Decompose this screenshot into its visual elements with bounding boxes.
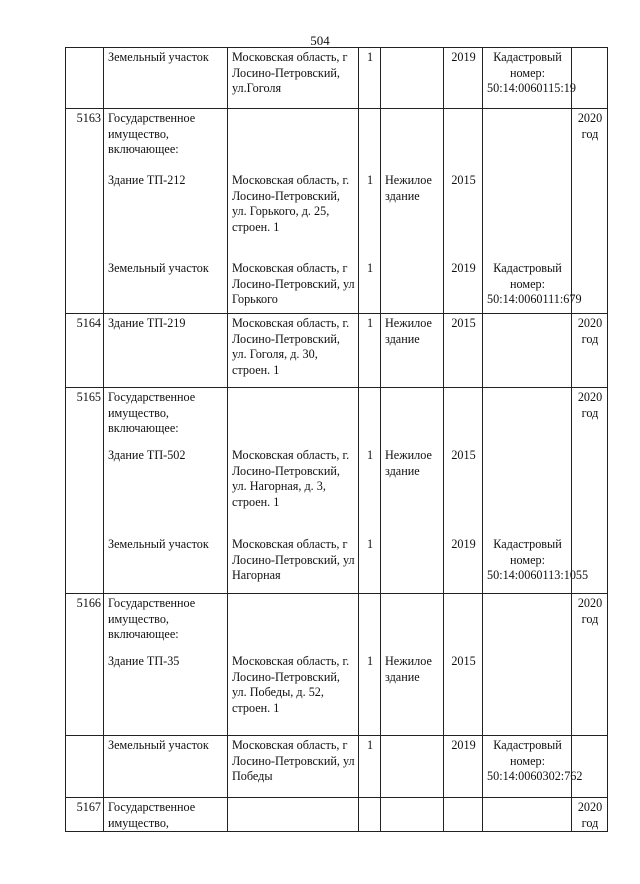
- purpose: [381, 798, 444, 832]
- row-number: 5165: [66, 388, 104, 594]
- cadastral-number: [483, 798, 572, 832]
- cadastral-number: Кадастровый номер: 50:14:0060115:19: [483, 48, 572, 109]
- year: 2019: [444, 736, 483, 798]
- item-address: Московская область, г. Лосино-Петровский, ул. Победы, д. 52, строен. 1: [232, 654, 350, 715]
- cadastral-number: [483, 314, 572, 388]
- row-number: 5163: [66, 109, 104, 314]
- item-name: Земельный участок: [108, 261, 209, 275]
- item-name: Здание ТП-502: [108, 448, 186, 462]
- property-name: Здание ТП-219: [104, 314, 228, 388]
- item-year: 2019: [451, 261, 476, 275]
- deadline: 2020 год: [572, 594, 608, 736]
- deadline: 2020 год: [572, 109, 608, 314]
- item-purpose: Нежилое здание: [385, 654, 432, 684]
- table-row: [66, 109, 608, 314]
- row-number: 5164: [66, 314, 104, 388]
- item-quantity: 1: [366, 654, 374, 668]
- table-row: [66, 594, 608, 736]
- property-address: [228, 798, 359, 832]
- item-quantity: 1: [366, 261, 374, 275]
- deadline: 2020 год: [572, 388, 608, 594]
- item-address: Московская область, г Лосино-Петровский, ул Горького: [232, 261, 355, 306]
- purpose: Нежилое здание: [381, 314, 444, 388]
- table-row: [66, 736, 608, 798]
- row-number: [66, 48, 104, 109]
- property-name: Земельный участок: [104, 48, 228, 109]
- row-number: 5166: [66, 594, 104, 736]
- year: 2019: [444, 48, 483, 109]
- property-name: Государственное имущество, включающее:: [108, 111, 196, 156]
- item-quantity: 1: [366, 537, 374, 551]
- deadline: 2020 год: [572, 314, 608, 388]
- property-name: Земельный участок: [104, 736, 228, 798]
- item-year: 2015: [451, 173, 476, 187]
- property-address: Московская область, г. Лосино-Петровский, ул. Гоголя, д. 30, строен. 1: [228, 314, 359, 388]
- year: [444, 798, 483, 832]
- deadline: [572, 736, 608, 798]
- item-cadastral-number: Кадастровый номер: 50:14:0060111:679: [487, 261, 582, 306]
- item-name: Здание ТП-212: [108, 173, 186, 187]
- item-year: 2015: [451, 654, 476, 668]
- property-address: Московская область, г Лосино-Петровский, ул Победы: [228, 736, 359, 798]
- quantity: 1: [359, 736, 381, 798]
- item-address: Московская область, г. Лосино-Петровский, ул. Нагорная, д. 3, строен. 1: [232, 448, 350, 509]
- purpose: [381, 736, 444, 798]
- property-table: [65, 47, 608, 832]
- item-name: Земельный участок: [108, 537, 209, 551]
- item-name: Здание ТП-35: [108, 654, 180, 668]
- deadline: [572, 48, 608, 109]
- item-address: Московская область, г Лосино-Петровский, ул Нагорная: [232, 537, 355, 582]
- year: 2015: [444, 314, 483, 388]
- table-row: [66, 48, 608, 109]
- item-address: Московская область, г. Лосино-Петровский, ул. Горького, д. 25, строен. 1: [232, 173, 350, 234]
- item-year: 2019: [451, 537, 476, 551]
- property-name: Государственное имущество, включающее:: [108, 390, 196, 435]
- item-year: 2015: [451, 448, 476, 462]
- item-purpose: Нежилое здание: [385, 448, 432, 478]
- quantity: 1: [359, 48, 381, 109]
- quantity: [359, 798, 381, 832]
- page-number: 504: [310, 33, 330, 48]
- cadastral-number: Кадастровый номер: 50:14:0060302:762: [483, 736, 572, 798]
- quantity: 1: [359, 314, 381, 388]
- table-row: [66, 314, 608, 388]
- property-name: Государственное имущество, включающее:: [108, 596, 196, 641]
- item-quantity: 1: [366, 173, 374, 187]
- table-row: [66, 388, 608, 594]
- row-number: [66, 736, 104, 798]
- item-cadastral-number: Кадастровый номер: 50:14:0060113:1055: [487, 537, 589, 582]
- item-purpose: Нежилое здание: [385, 173, 432, 203]
- deadline: 2020 год: [572, 798, 608, 832]
- item-quantity: 1: [366, 448, 374, 462]
- property-address: Московская область, г Лосино-Петровский, ул.Гоголя: [228, 48, 359, 109]
- row-number: 5167: [66, 798, 104, 832]
- table-row: [66, 798, 608, 832]
- property-name: Государственное имущество,: [104, 798, 228, 832]
- purpose: [381, 48, 444, 109]
